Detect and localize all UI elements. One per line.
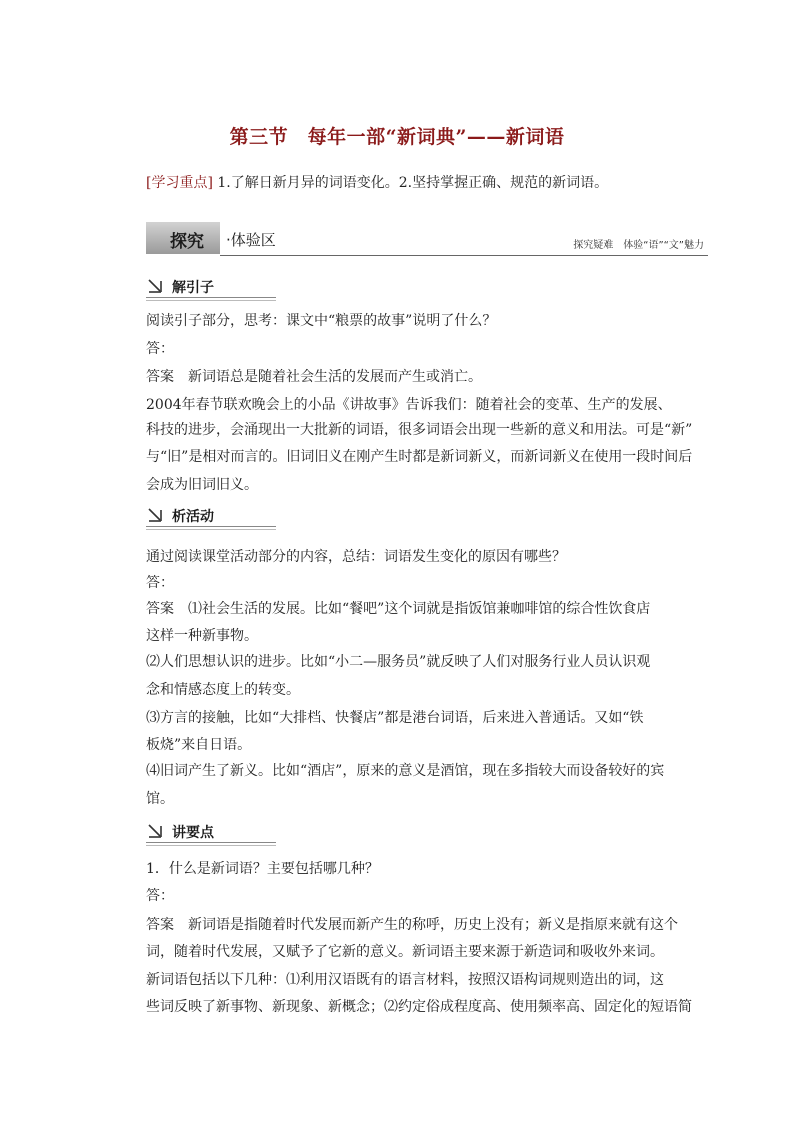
learning-focus-text: 1.了解日新月异的词语变化。2.坚持掌握正确、规范的新词语。 [212,175,609,191]
section-header-activity [146,505,276,527]
question-line: 通过阅读课堂活动部分的内容，总结：词语发生变化的原因有哪些？ [146,549,566,565]
section-label: 讲要点 [172,825,214,841]
answer-line: 板烧”来自日语。 [146,737,252,753]
section-header-intro [146,276,276,298]
section-arrow-icon [148,279,162,293]
band-tagline: 探究疑难 体验“语”“文”魅力 [573,240,704,251]
band-subtitle: ·体验区 [226,231,276,249]
paragraph-line: 与“旧”是相对而言的。旧词旧义在刚产生时都是新词新义，而新词新义在使用一段时间后 [146,449,693,465]
paragraph-line: 新词语包括以下几种：⑴利用汉语既有的语言材料，按照汉语构词规则造出的词，这 [146,972,664,988]
section-arrow-icon [148,824,162,838]
answer-line: ⑵人们思想认识的进步。比如“小二—服务员”就反映了人们对服务行业人员认识观 [146,654,651,670]
section-header-key-points [146,821,276,843]
section-underline [146,297,276,298]
answer-line: ⑷旧词产生了新义。比如“酒店”，原来的意义是酒馆，现在多指较大而设备较好的宾 [146,763,665,779]
answer-line: 答案 ⑴社会生活的发展。比如“餐吧”这个词就是指饭馆兼咖啡馆的综合性饮食店 [146,601,651,617]
question-line: 1．什么是新词语？主要包括哪几种？ [146,861,379,877]
answer-prompt: 答： [146,341,174,357]
answer-line: 词，随着时代发展，又赋予了它新的意义。新词语主要来源于新造词和吸收外来词。 [146,944,664,960]
paragraph-line: 些词反映了新事物、新现象、新概念；⑵约定俗成程度高、使用频率高、固定化的短语简 [146,999,692,1015]
section-label: 析活动 [172,509,214,525]
answer-prompt: 答： [146,575,174,591]
paragraph-line: 2004年春节联欢晚会上的小品《讲故事》告诉我们：随着社会的变革、生产的发展、 [146,397,672,413]
section-arrow-icon [148,508,162,522]
learning-focus-label: [学习重点] [146,175,213,191]
section-underline-2 [146,529,276,530]
answer-line: 答案 新词语是指随着时代发展而新产生的称呼，历史上没有；新义是指原来就有这个 [146,917,678,933]
band-rule [220,255,708,256]
section-label: 解引子 [172,280,214,296]
answer-line: 馆。 [146,791,174,807]
section-underline-2 [146,845,276,846]
answer-line: 这样一种新事物。 [146,628,258,644]
answer-prompt: 答： [146,888,174,904]
explore-band [146,220,708,256]
section-underline [146,526,276,527]
answer-line: 答案 新词语总是随着社会生活的发展而产生或消亡。 [146,369,482,385]
answer-line: 念和情感态度上的转变。 [146,682,300,698]
band-title: 探究 [170,232,204,252]
section-underline-2 [146,300,276,301]
paragraph-line: 科技的进步，会涌现出一大批新的词语，很多词语会出现一些新的意义和用法。可是“新” [146,422,693,438]
paragraph-line: 会成为旧词旧义。 [146,477,258,493]
answer-line: ⑶方言的接触，比如“大排档、快餐店”都是港台词语，后来进入普通话。又如“铁 [146,710,644,726]
question-line: 阅读引子部分，思考：课文中“粮票的故事”说明了什么？ [146,313,497,329]
page-title: 第三节 每年一部“新词典”——新词语 [229,126,565,148]
learning-focus [146,172,608,192]
section-underline [146,842,276,843]
